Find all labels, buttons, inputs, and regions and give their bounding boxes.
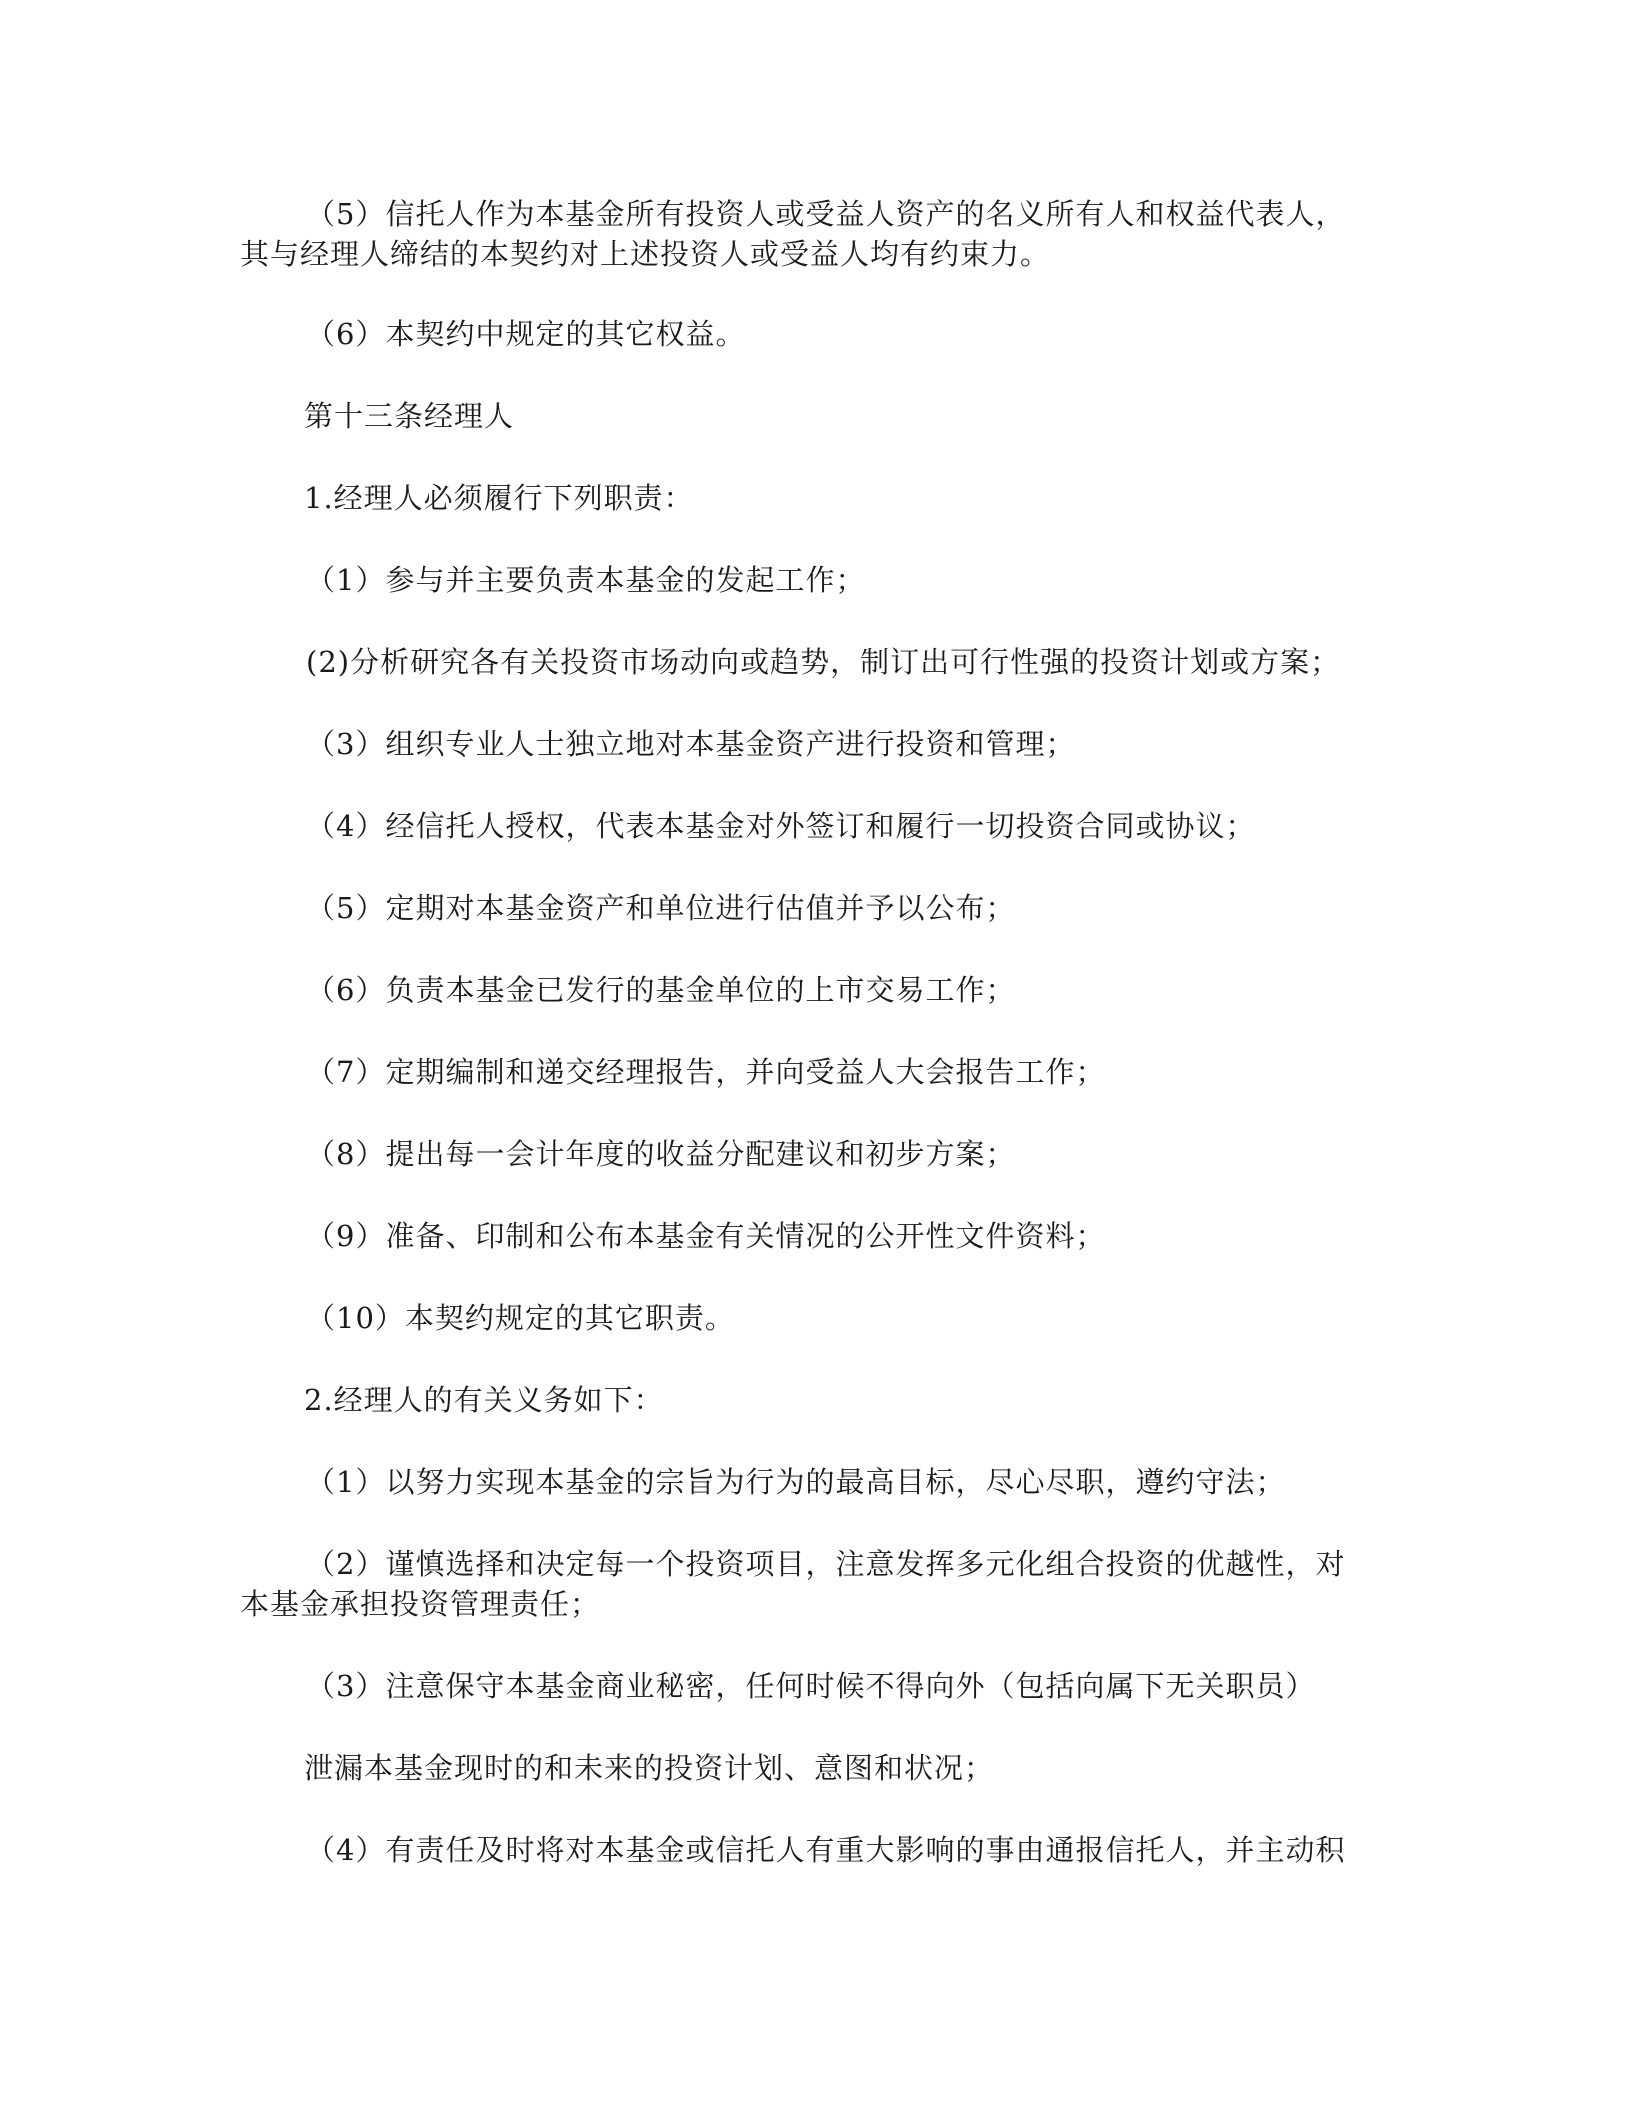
list-item: （8）提出每一会计年度的收益分配建议和初步方案； [306,1137,1016,1171]
paragraph-line: （5）信托人作为本基金所有投资人或受益人资产的名义所有人和权益代表人， [306,197,1346,231]
list-item: （10）本契约规定的其它职责。 [306,1301,735,1335]
list-item: （1）以努力实现本基金的宗旨为行为的最高目标，尽心尽职，遵约守法； [306,1465,1286,1499]
subsection-heading: 2.经理人的有关义务如下： [304,1383,664,1417]
list-item: （5）定期对本基金资产和单位进行估值并予以公布； [306,891,1016,925]
list-item: （4）经信托人授权，代表本基金对外签订和履行一切投资合同或协议； [306,809,1256,843]
paragraph-line: 其与经理人缔结的本契约对上述投资人或受益人均有约束力。 [240,237,1051,271]
list-item: （2）谨慎选择和决定每一个投资项目，注意发挥多元化组合投资的优越性，对 [306,1547,1346,1581]
list-item: （3）注意保守本基金商业秘密，任何时候不得向外（包括向属下无关职员） [306,1669,1316,1703]
list-item: （4）有责任及时将对本基金或信托人有重大影响的事由通报信托人，并主动积 [306,1833,1346,1867]
paragraph-line: （6）本契约中规定的其它权益。 [306,317,746,351]
section-heading: 第十三条经理人 [304,399,515,433]
list-item: （6）负责本基金已发行的基金单位的上市交易工作； [306,973,1016,1007]
list-item-continuation: 本基金承担投资管理责任； [240,1587,601,1621]
list-item: （9）准备、印制和公布本基金有关情况的公开性文件资料； [306,1219,1106,1253]
list-item-continuation: 泄漏本基金现时的和未来的投资计划、意图和状况； [304,1751,995,1785]
list-item: （7）定期编制和递交经理报告，并向受益人大会报告工作； [306,1055,1106,1089]
list-item: （1）参与并主要负责本基金的发起工作； [306,563,866,597]
list-item: (2)分析研究各有关投资市场动向或趋势，制订出可行性强的投资计划或方案； [306,645,1341,679]
subsection-heading: 1.经理人必须履行下列职责： [304,481,694,515]
list-item: （3）组织专业人士独立地对本基金资产进行投资和管理； [306,727,1076,761]
